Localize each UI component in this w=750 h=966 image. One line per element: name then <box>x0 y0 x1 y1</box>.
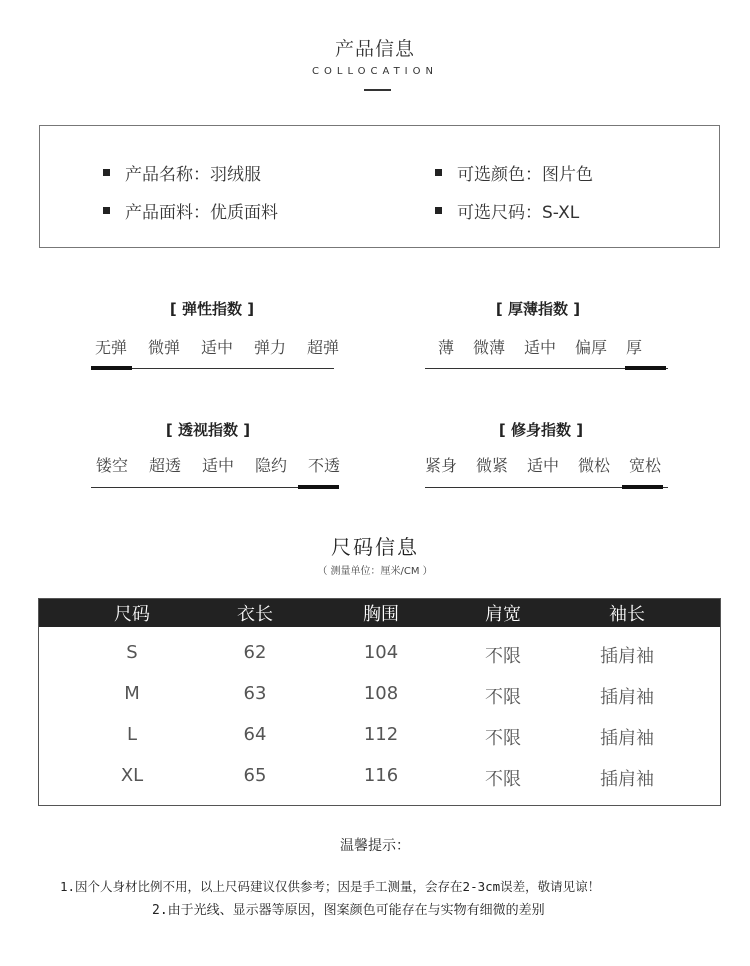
bullet-square-icon <box>103 169 110 176</box>
info-item-color <box>435 160 593 185</box>
elasticity-index-labels <box>95 335 339 358</box>
transparency-index-labels <box>96 453 340 476</box>
table-cell: L <box>126 724 138 745</box>
tip-line: 2.由于光线、显示器等原因，图案颜色可能存在与实物有细微的差别 <box>152 903 545 918</box>
bullet-square-icon <box>435 207 442 214</box>
info-item-size <box>435 198 579 223</box>
size-info-title: 尺码信息 <box>331 535 419 559</box>
scale-label: 薄 <box>438 338 455 357</box>
info-item-fabric <box>103 198 278 223</box>
table-cell: 112 <box>363 724 399 745</box>
table-cell: M <box>124 683 140 704</box>
page-subtitle: COLLOCATION <box>312 66 438 77</box>
scale-label: 紧身 <box>425 456 458 475</box>
tips-title: 温馨提示： <box>340 838 410 854</box>
product-info-box <box>39 125 720 248</box>
table-cell: 104 <box>363 642 399 663</box>
info-item-name <box>103 160 261 185</box>
thickness-index-labels <box>438 335 642 358</box>
table-cell: 116 <box>363 765 399 786</box>
scale-label: 不透 <box>307 456 340 475</box>
scale-label: 宽松 <box>628 456 661 475</box>
table-cell: 插肩袖 <box>600 646 654 667</box>
transparency-index-title: [ 透视指数 ] <box>165 421 251 439</box>
table-cell: S <box>126 642 138 663</box>
page-title: 产品信息 <box>334 38 415 60</box>
scale-label: 超弹 <box>306 338 339 357</box>
table-cell: 不限 <box>485 728 521 749</box>
size-table <box>38 598 721 806</box>
column-header: 衣长 <box>237 604 273 625</box>
table-cell: 62 <box>243 642 267 663</box>
scale-label: 微薄 <box>472 338 505 357</box>
elasticity-index-marker <box>91 366 132 370</box>
info-item-label: 产品名称：羽绒服 <box>125 165 261 185</box>
scale-label: 微弹 <box>147 338 180 357</box>
scale-label: 超透 <box>148 456 181 475</box>
scale-label: 微紧 <box>475 456 508 475</box>
elasticity-index-title: [ 弹性指数 ] <box>169 300 255 318</box>
scale-label: 适中 <box>201 456 234 475</box>
bullet-square-icon <box>435 169 442 176</box>
scale-label: 偏厚 <box>574 338 607 357</box>
table-cell: 64 <box>243 724 267 745</box>
table-cell: 63 <box>243 683 267 704</box>
fit-index-marker <box>622 485 663 489</box>
bullet-square-icon <box>103 207 110 214</box>
info-item-label: 可选颜色：图片色 <box>457 165 593 185</box>
fit-index-title: [ 修身指数 ] <box>498 421 584 439</box>
scale-label: 弹力 <box>253 338 286 357</box>
transparency-index-marker <box>298 485 339 489</box>
table-cell: 108 <box>363 683 399 704</box>
fit-index-labels <box>425 453 661 476</box>
column-header: 肩宽 <box>485 604 521 625</box>
table-cell: 插肩袖 <box>600 769 654 790</box>
scale-label: 适中 <box>526 456 559 475</box>
scale-label: 适中 <box>523 338 556 357</box>
thickness-index-marker <box>625 366 666 370</box>
table-cell: XL <box>120 765 144 786</box>
title-divider <box>364 89 391 91</box>
table-row <box>39 765 720 805</box>
table-cell: 不限 <box>485 646 521 667</box>
scale-label: 隐约 <box>254 456 287 475</box>
tip-line: 1.因个人身材比例不用，以上尺码建议仅供参考；因是手工测量，会存在2-3cm误差，敬请见谅！ <box>60 879 601 894</box>
table-cell: 不限 <box>485 769 521 790</box>
size-table-header <box>39 599 720 627</box>
column-header: 袖长 <box>609 604 645 625</box>
column-header: 胸围 <box>363 604 399 625</box>
scale-label: 微松 <box>577 456 610 475</box>
table-cell: 65 <box>243 765 267 786</box>
scale-label: 适中 <box>200 338 233 357</box>
scale-label: 厚 <box>625 338 642 357</box>
table-row <box>39 642 720 682</box>
table-row <box>39 724 720 764</box>
thickness-index-title: [ 厚薄指数 ] <box>495 300 581 318</box>
scale-label: 无弹 <box>95 338 128 357</box>
scale-label: 镂空 <box>96 456 129 475</box>
column-header: 尺码 <box>114 604 150 625</box>
size-info-unit: （ 测量单位：厘米/CM ） <box>317 566 433 577</box>
table-cell: 插肩袖 <box>600 728 654 749</box>
table-row <box>39 683 720 723</box>
info-item-label: 产品面料：优质面料 <box>125 203 278 223</box>
info-item-label: 可选尺码：S-XL <box>457 203 580 223</box>
table-cell: 插肩袖 <box>600 687 654 708</box>
table-cell: 不限 <box>485 687 521 708</box>
